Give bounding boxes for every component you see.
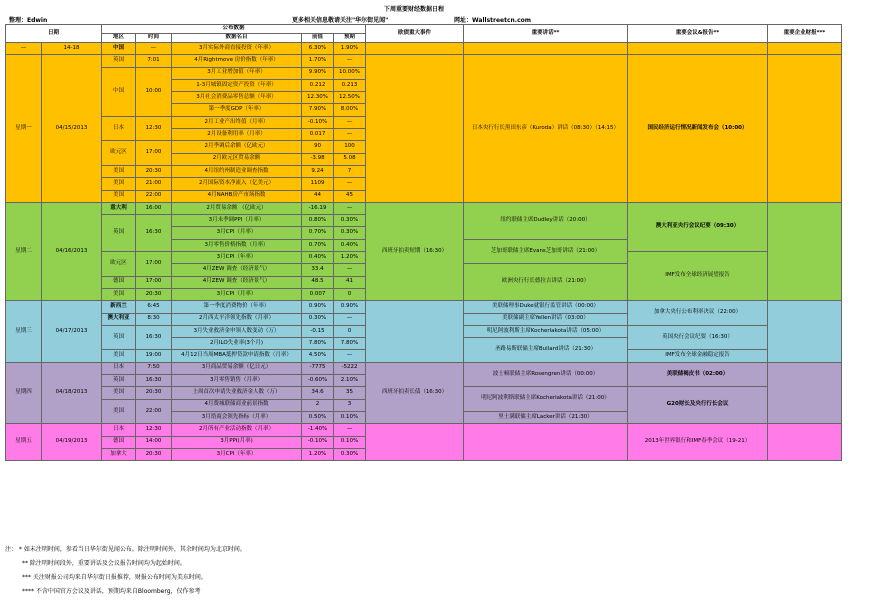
region-cell[interactable]: 英国 [102,375,136,387]
data-name-cell[interactable]: 第一季度GDP（年率） [172,104,302,116]
data-name-cell[interactable]: 3月PPI(月率) [172,436,302,448]
region-cell[interactable]: 新西兰 [102,301,136,313]
table-row [6,43,842,55]
prior-cell[interactable]: -3.98 [302,153,334,165]
time-cell[interactable]: 20:30 [136,448,172,460]
forecast-cell[interactable]: — [334,116,366,128]
data-name-cell[interactable]: 2月西太平洋领先指数（月率） [172,313,302,325]
time-cell[interactable]: 21:00 [136,178,172,190]
spk-cell[interactable]: 芝加哥联储主席Evans芝加哥讲话（21:00） [464,239,628,264]
header-speeches[interactable]: 重要讲话** [464,25,628,43]
weekday-cell[interactable]: 星期三 [6,301,42,362]
website-text: 网址：Wallstreetcn.com [454,17,532,24]
region-cell[interactable]: 英国 [102,215,136,252]
mtg-cell[interactable]: 2013年世界银行和IMF春季会议（19-21） [628,424,768,461]
region-cell[interactable]: 日本 [102,116,136,141]
prior-cell[interactable]: -0.10% [302,116,334,128]
prior-cell[interactable]: -0.60% [302,375,334,387]
earn-cell[interactable] [768,362,842,423]
prior-cell[interactable]: 0.30% [302,313,334,325]
earn-cell[interactable] [768,55,842,203]
mtg-cell[interactable]: 国民经济运行情况新闻发布会（10:00） [628,55,768,203]
footnote: 注： * 如未注明时间，参看当日华尔街见闻公布。除注明时间外，其余时间均为北京时间。 [5,546,246,553]
date-cell[interactable]: 04/17/2013 [42,301,102,362]
data-name-cell[interactable]: 2月ILO失业率(3个月) [172,338,302,350]
forecast-cell[interactable]: 1.90% [334,43,366,55]
data-name-cell[interactable]: 3月CPI（年率） [172,252,302,264]
forecast-cell[interactable]: 0 [334,325,366,337]
prior-cell[interactable]: 0.017 [302,129,334,141]
prior-cell[interactable]: 33.4 [302,264,334,276]
table-row [6,55,842,67]
footnote: ** 除注明时间段外，重要讲话及会议报告时间均为起始时间。 [22,560,186,567]
time-cell[interactable]: 12:30 [136,424,172,436]
header-prior[interactable]: 前值 [302,34,334,43]
forecast-cell[interactable]: — [334,129,366,141]
region-cell[interactable]: 美国 [102,399,136,424]
prior-cell[interactable]: 90 [302,141,334,153]
weekday-cell[interactable]: 星期一 [6,55,42,203]
forecast-cell[interactable]: 100 [334,141,366,153]
mtg-cell[interactable]: 英国央行会议纪要（16:30） [628,325,768,350]
time-cell[interactable]: 6:45 [136,301,172,313]
forecast-cell[interactable]: 8.00% [334,104,366,116]
region-cell[interactable]: 欧元区 [102,141,136,166]
data-name-cell[interactable]: 3月社会消费品零售总额（年率） [172,92,302,104]
time-cell[interactable]: 20:30 [136,165,172,177]
data-name-cell[interactable]: 3月CPI（月率） [172,227,302,239]
forecast-cell[interactable]: — [334,264,366,276]
euro-cell[interactable]: 西班牙拍卖长债（16:30） [366,362,464,423]
forecast-cell[interactable]: 0 [334,288,366,300]
data-name-cell[interactable]: 3月商品贸易余额（亿日元） [172,362,302,374]
data-name-cell[interactable]: 3月零售价格指数（月率） [172,239,302,251]
time-cell[interactable]: 22:00 [136,399,172,424]
time-cell[interactable]: 14:00 [136,436,172,448]
mtg-cell[interactable]: 澳大利亚央行会议纪要（09:30） [628,202,768,251]
data-name-cell[interactable]: 4月NAHB房产市场指数 [172,190,302,202]
data-name-cell[interactable]: 第一季度消费物价（年率） [172,301,302,313]
mtg-cell[interactable]: 加拿大央行公布利率决议（22:00） [628,301,768,326]
prior-cell[interactable]: 7.90% [302,104,334,116]
prior-cell[interactable]: -1.40% [302,424,334,436]
time-cell[interactable]: 12:30 [136,116,172,141]
prior-cell[interactable]: 0.212 [302,79,334,91]
prior-cell[interactable]: 1109 [302,178,334,190]
date-cell[interactable]: 04/18/2013 [42,362,102,423]
prior-cell[interactable]: 6.30% [302,43,334,55]
weekday-cell[interactable]: — [6,43,42,55]
euro-cell[interactable] [366,424,464,461]
time-cell[interactable]: 10:00 [136,67,172,116]
prior-cell[interactable]: 34.6 [302,387,334,399]
table-row [6,362,842,374]
table-row [6,301,842,313]
region-cell[interactable]: 美国 [102,288,136,300]
table-row [6,25,842,34]
data-name-cell[interactable]: 2月设备利用率（月率） [172,129,302,141]
spk-cell[interactable] [464,424,628,461]
footnote: **** 不含中国官方会议及讲话，预期均来自Bloomberg，仅作参考 [22,588,201,595]
region-cell[interactable]: 美国 [102,387,136,399]
region-cell[interactable]: 中国 [102,67,136,116]
spk-cell[interactable]: 波士顿联储主席Rosengren讲话（00:00） [464,362,628,387]
region-cell[interactable]: 中国 [102,43,136,55]
forecast-cell[interactable]: 41 [334,276,366,288]
data-name-cell[interactable]: 3月失业救济金申领人数变动（万） [172,325,302,337]
data-name-cell[interactable]: 1-3月城镇固定资产投资（年率） [172,79,302,91]
prior-cell[interactable]: 44 [302,190,334,202]
date-cell[interactable]: 04/19/2013 [42,424,102,461]
spk-cell[interactable]: 里士满联储主席Lacker讲话（21:30） [464,411,628,423]
prior-cell[interactable]: 0.70% [302,239,334,251]
data-name-cell[interactable]: 3月CPI（年率） [172,448,302,460]
header-euro-events[interactable]: 欧债重大事件 [366,25,464,43]
data-name-cell[interactable]: 2月工业产出终值（月率） [172,116,302,128]
sheet-title: 下周重要财经数据日程 [384,6,445,13]
forecast-cell[interactable]: 0.40% [334,239,366,251]
euro-cell[interactable] [366,43,464,55]
data-name-cell[interactable]: 4月ZEW 调查（经济景气） [172,264,302,276]
region-cell[interactable]: 日本 [102,362,136,374]
forecast-cell[interactable]: 0.213 [334,79,366,91]
region-cell[interactable]: 日本 [102,424,136,436]
calendar-table [5,24,842,461]
mtg-cell[interactable]: 美联储褐皮书（02:00） [628,362,768,387]
prior-cell[interactable]: 0.70% [302,227,334,239]
prior-cell[interactable]: 1.20% [302,448,334,460]
earn-cell[interactable] [768,301,842,362]
forecast-cell[interactable]: 7.80% [334,338,366,350]
data-name-cell[interactable]: 2月欧元区贸易余额 [172,153,302,165]
header-time[interactable]: 时间 [136,34,172,43]
data-name-cell[interactable]: 3月CPI（月率） [172,288,302,300]
time-cell[interactable]: 16:30 [136,325,172,350]
weekday-cell[interactable]: 星期四 [6,362,42,423]
spk-cell[interactable]: 明尼阿波利斯主席Kocherlakota讲话（05:00） [464,325,628,337]
prior-cell[interactable]: 0.007 [302,288,334,300]
earn-cell[interactable] [768,424,842,461]
mtg-cell[interactable]: IMF发布全球经济展望报告 [628,252,768,301]
data-name-cell[interactable]: 2月季调后余额（亿欧元） [172,141,302,153]
data-name-cell[interactable]: 4月ZEW 调查（经济景气） [172,276,302,288]
time-cell[interactable]: — [136,43,172,55]
forecast-cell[interactable]: 0.10% [334,411,366,423]
header-earnings[interactable]: 重要企业财报*** [768,25,842,43]
region-cell[interactable]: 美国 [102,350,136,362]
weekday-cell[interactable]: 星期二 [6,202,42,300]
data-name-cell[interactable]: 2月国际资本净流入（亿美元） [172,178,302,190]
header-region[interactable]: 地区 [102,34,136,43]
data-name-cell[interactable]: 3月工业增加值（年率） [172,67,302,79]
forecast-cell[interactable]: 7 [334,165,366,177]
forecast-cell[interactable]: 0.30% [334,215,366,227]
time-cell[interactable]: 7:50 [136,362,172,374]
spk-cell[interactable] [464,43,628,55]
date-cell[interactable]: 04/16/2013 [42,202,102,300]
earn-cell[interactable] [768,43,842,55]
data-name-cell[interactable]: 2月贸易余额 （亿欧元） [172,202,302,214]
region-cell[interactable]: 美国 [102,178,136,190]
region-cell[interactable]: 欧元区 [102,252,136,277]
header-public-data[interactable]: 公布数据 [102,25,366,34]
data-name-cell[interactable]: 3月谘商会领先指标（月率） [172,411,302,423]
data-name-cell[interactable]: 4月12日当周MBA抵押贷款申请指数（月率） [172,350,302,362]
prior-cell[interactable]: 12.30% [302,92,334,104]
spk-cell[interactable]: 明尼阿波利斯联储主席Kocherlakota讲话（21:00） [464,387,628,412]
forecast-cell[interactable]: — [334,178,366,190]
prior-cell[interactable]: -16.19 [302,202,334,214]
prior-cell[interactable]: 0.90% [302,301,334,313]
forecast-cell[interactable]: — [334,202,366,214]
spk-cell[interactable]: 美联储副主席Yellen讲话（03:00） [464,313,628,325]
prior-cell[interactable]: 7.80% [302,338,334,350]
data-name-cell[interactable]: 4月纽约州制造业调查指数 [172,165,302,177]
earn-cell[interactable] [768,202,842,300]
forecast-cell[interactable]: 0.10% [334,436,366,448]
region-cell[interactable]: 英国 [102,325,136,350]
date-cell[interactable]: 14-18 [42,43,102,55]
euro-cell[interactable] [366,301,464,362]
forecast-cell[interactable]: 12.50% [334,92,366,104]
footnote: *** 关注财报公司均来自华尔街日报推荐，财报公布时间为美东时间。 [22,574,207,581]
data-name-cell[interactable]: 3月未季调PPI（月率） [172,215,302,227]
forecast-cell[interactable]: 35 [334,387,366,399]
time-cell[interactable]: 22:00 [136,190,172,202]
spk-cell[interactable]: 圣路易斯联储主席Bullard讲话（21:30） [464,338,628,363]
forecast-cell[interactable]: 45 [334,190,366,202]
prior-cell[interactable]: 4.50% [302,350,334,362]
forecast-cell[interactable]: 2.10% [334,375,366,387]
forecast-cell[interactable]: — [334,424,366,436]
spk-cell[interactable]: 欧洲央行行长德拉吉讲话（21:00） [464,264,628,301]
time-cell[interactable]: 16:30 [136,375,172,387]
region-cell[interactable]: 美国 [102,165,136,177]
region-cell[interactable]: 加拿大 [102,448,136,460]
euro-cell[interactable]: 西班牙拍卖短期（16:30） [366,202,464,300]
time-cell[interactable]: 17:00 [136,252,172,277]
prior-cell[interactable]: 2 [302,399,334,411]
time-cell[interactable]: 19:00 [136,350,172,362]
data-name-cell[interactable]: 3月实际外商直接投资（年率） [172,43,302,55]
forecast-cell[interactable]: 0.30% [334,227,366,239]
time-cell[interactable]: 17:00 [136,276,172,288]
date-cell[interactable]: 04/15/2013 [42,55,102,203]
forecast-cell[interactable]: — [334,350,366,362]
forecast-cell[interactable]: -5222 [334,362,366,374]
header-date[interactable]: 日期 [6,25,102,43]
spk-cell[interactable]: 纽约联储主席Dudley讲话（20:00） [464,202,628,239]
forecast-cell[interactable]: 3 [334,399,366,411]
prior-cell[interactable]: 9.24 [302,165,334,177]
prior-cell[interactable]: -0.10% [302,436,334,448]
region-cell[interactable]: 澳大利亚 [102,313,136,325]
mtg-cell[interactable]: IMF发布全球金融稳定报告 [628,350,768,362]
time-cell[interactable]: 16:30 [136,215,172,252]
mtg-cell[interactable] [628,43,768,55]
euro-cell[interactable] [366,55,464,203]
forecast-cell[interactable]: — [334,55,366,67]
forecast-cell[interactable]: — [334,313,366,325]
weekday-cell[interactable]: 星期五 [6,424,42,461]
mtg-cell[interactable]: G20财长及央行行长会议 [628,387,768,424]
prior-cell[interactable]: -0.15 [302,325,334,337]
region-cell[interactable]: 德国 [102,276,136,288]
time-cell[interactable]: 16:00 [136,202,172,214]
prior-cell[interactable]: 9.90% [302,67,334,79]
data-name-cell[interactable]: 上周首次申请失业救济金人数（万） [172,387,302,399]
forecast-cell[interactable]: 5.08 [334,153,366,165]
prior-cell[interactable]: 1.70% [302,55,334,67]
region-cell[interactable]: 德国 [102,436,136,448]
header-meetings[interactable]: 重要会议&报告** [628,25,768,43]
time-cell[interactable]: 20:30 [136,387,172,399]
data-name-cell[interactable]: 4月费城联储商业前景指数 [172,399,302,411]
spk-cell[interactable]: 美联储理事Duke就银行监管讲话（00:00） [464,301,628,313]
data-name-cell[interactable]: 4月Rightmove 房价指数（年率） [172,55,302,67]
region-cell[interactable]: 意大利 [102,202,136,214]
forecast-cell[interactable]: 1.20% [334,252,366,264]
table-row [6,424,842,436]
data-name-cell[interactable]: 2月所有产业活动指数（月率） [172,424,302,436]
time-cell[interactable]: 20:30 [136,288,172,300]
header-data-name[interactable]: 数据名目 [172,34,302,43]
forecast-cell[interactable]: 0.30% [334,448,366,460]
time-cell[interactable]: 8:30 [136,313,172,325]
region-cell[interactable]: 美国 [102,190,136,202]
author-label: 整理：Edwin [9,17,48,24]
prior-cell[interactable]: 0.50% [302,411,334,423]
time-cell[interactable]: 7:01 [136,55,172,67]
region-cell[interactable]: 英国 [102,55,136,67]
header-forecast[interactable]: 预期 [334,34,366,43]
spk-cell[interactable]: 日本央行行长黑田东彦（Kuroda）讲话（08:30）（14:15） [464,55,628,203]
forecast-cell[interactable]: 0.90% [334,301,366,313]
prior-cell[interactable]: 48.5 [302,276,334,288]
data-name-cell[interactable]: 3月零售销售（月率） [172,375,302,387]
prior-cell[interactable]: 0.40% [302,252,334,264]
time-cell[interactable]: 17:00 [136,141,172,166]
forecast-cell[interactable]: 10.00% [334,67,366,79]
table-row [6,202,842,214]
prior-cell[interactable]: -7775 [302,362,334,374]
prior-cell[interactable]: 0.80% [302,215,334,227]
promo-text: 更多相关信息敬请关注"华尔街见闻" [292,17,389,24]
